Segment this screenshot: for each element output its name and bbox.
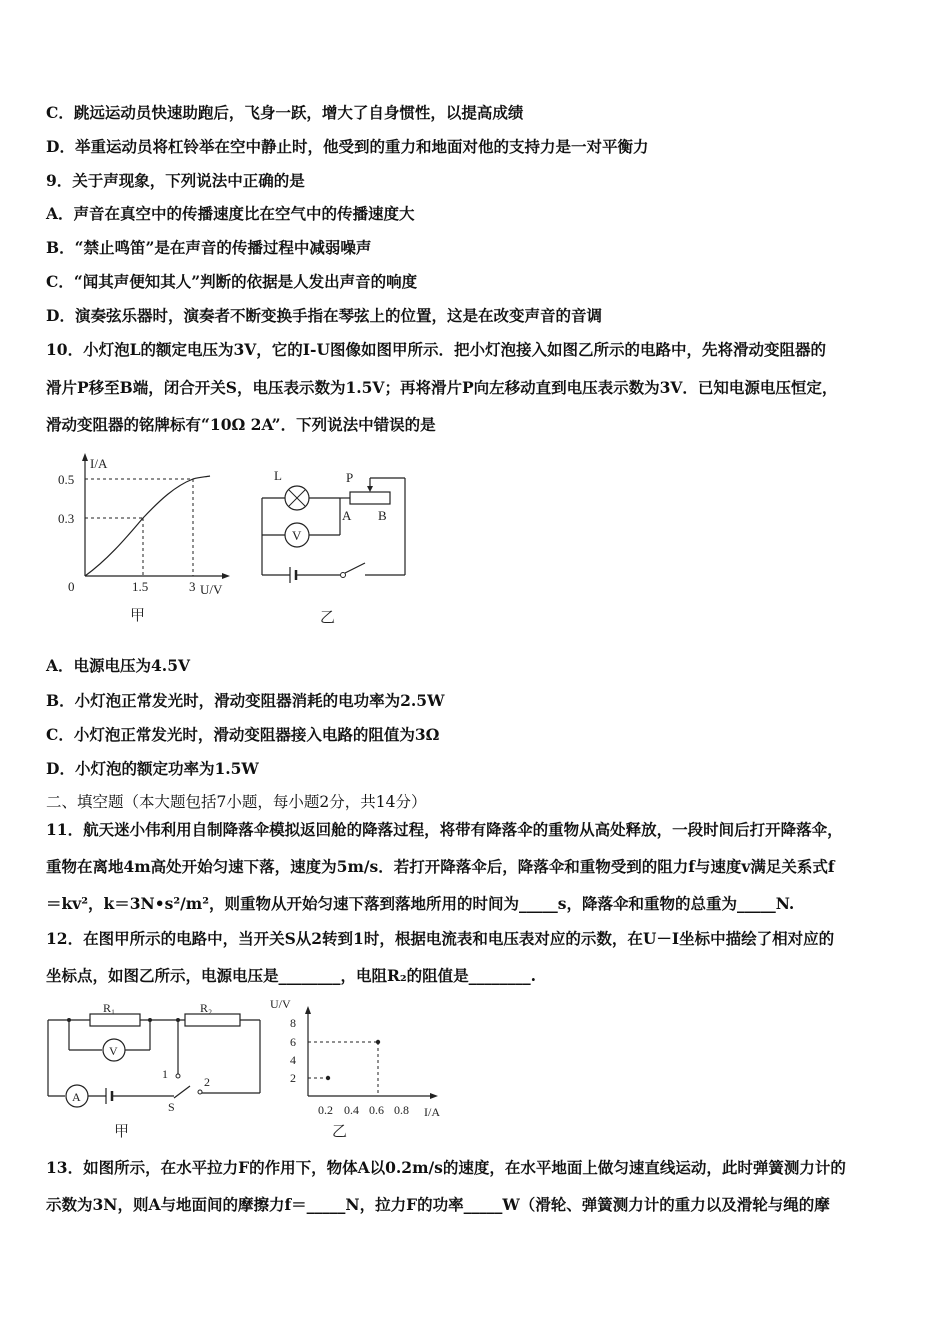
y-axis-arrow: [82, 453, 88, 461]
switch-contact: [341, 573, 346, 578]
resistor-r1: [90, 1014, 140, 1026]
q10-stem-line2: 滑片P移至B端，闭合开关S，电压表示数为1.5V；再将滑片P向左移动直到电压表示数为3V．已知电源电压恒定，: [46, 378, 838, 397]
caption-yi: 乙: [320, 610, 336, 626]
label-A: A: [342, 508, 352, 523]
caption-yi: 乙: [332, 1124, 348, 1140]
q12-circuit: [40, 998, 270, 1143]
q9-stem: 9．关于声现象，下列说法中正确的是: [46, 171, 305, 190]
label-B: B: [378, 508, 387, 523]
switch-contact-2: [198, 1090, 202, 1094]
q12-ui-graph: [268, 996, 458, 1141]
q10-stem-line3: 滑动变阻器的铭牌标有“10Ω 2A”．下列说法中错误的是: [46, 415, 436, 434]
data-point-0.2-2: [326, 1076, 330, 1080]
q10-stem-line1: 10．小灯泡L的额定电压为3V，它的I-U图像如图甲所示．把小灯泡接入如图乙所示的电路中，先将滑动变阻器的: [46, 340, 826, 359]
xtick-0.4: 0.4: [344, 1103, 359, 1117]
ylabel: U/V: [270, 997, 291, 1011]
q12-line2: 坐标点，如图乙所示，电源电压是________，电阻R₂的阻值是________.: [46, 966, 537, 985]
label-P: P: [346, 470, 354, 485]
y-axis-arrow: [305, 1006, 311, 1014]
q8-option-c: C．跳远运动员快速助跑后，飞身一跃，增大了自身惯性，以提高成绩: [46, 103, 524, 122]
xtick-0.2: 0.2: [318, 1103, 333, 1117]
q10-option-a: A．电源电压为4.5V: [46, 656, 191, 675]
q13-line2: 示数为3N，则A与地面间的摩擦力f＝_____N，拉力F的功率_____W（滑轮、弹簧测力计的重力以及滑轮与绳的摩: [46, 1195, 830, 1214]
q13-line1: 13．如图所示，在水平拉力F的作用下，物体A以0.2m/s的速度，在水平地面上做匀速直线运动，此时弹簧测力计的: [46, 1158, 846, 1177]
ytick-4: 4: [290, 1053, 296, 1067]
caption-jia: 甲: [130, 608, 146, 624]
q10-option-d: D．小灯泡的额定功率为1.5W: [46, 759, 259, 778]
label-r2: R₂: [200, 1001, 213, 1015]
label-1: 1: [162, 1067, 168, 1081]
section2-heading: 二、填空题（本大题包括7小题，每小题2分，共14分）: [46, 793, 427, 811]
ammeter-label: A: [72, 1090, 81, 1104]
xtick-1.5: 1.5: [132, 579, 149, 594]
ytick-6: 6: [290, 1035, 296, 1049]
ytick-8: 8: [290, 1016, 296, 1030]
q11-line1: 11．航天迷小伟利用自制降落伞模拟返回舱的降落过程，将带有降落伞的重物从高处释放，一段时间后打开降落伞，: [46, 820, 843, 839]
switch-contact-1: [176, 1074, 180, 1078]
label-S: S: [168, 1100, 175, 1114]
voltmeter-label: V: [109, 1044, 118, 1058]
xtick-0.8: 0.8: [394, 1103, 409, 1117]
voltmeter-label: V: [292, 528, 302, 543]
slider-arrow: [367, 486, 373, 492]
q10-option-c: C．小灯泡正常发光时，滑动变阻器接入电路的阻值为3Ω: [46, 725, 440, 744]
origin-label: 0: [68, 579, 75, 594]
xtick-3: 3: [189, 579, 196, 594]
label-2: 2: [204, 1075, 210, 1089]
switch-blade: [345, 563, 365, 573]
q11-line3: ＝kv²，k＝3N•s²/m²，则重物从开始匀速下落到落地所用的时间为_____s，降落伞和重物的总重为_____N.: [46, 894, 795, 913]
iu-curve: [85, 476, 210, 576]
data-point-0.6-6: [376, 1040, 380, 1044]
q10-circuit: [250, 460, 420, 630]
x-axis-arrow: [430, 1093, 438, 1099]
q9-option-c: C．“闻其声便知其人”判断的依据是人发出声音的响度: [46, 272, 418, 291]
ylabel: I/A: [90, 456, 108, 471]
q9-option-b: B．“禁止鸣笛”是在声音的传播过程中减弱噪声: [46, 238, 372, 257]
q11-line2: 重物在离地4m高处开始匀速下落，速度为5m/s．若打开降落伞后，降落伞和重物受到的阻力f与速度v满足关系式f: [46, 857, 835, 876]
q12-line1: 12．在图甲所示的电路中，当开关S从2转到1时，根据电流表和电压表对应的示数，在U－I坐标中描绘了相对应的: [46, 929, 835, 948]
xlabel: U/V: [200, 582, 223, 597]
rheostat: [350, 492, 390, 504]
label-L: L: [274, 468, 282, 483]
x-axis-arrow: [222, 573, 230, 579]
q9-option-a: A．声音在真空中的传播速度比在空气中的传播速度大: [46, 204, 415, 223]
ytick-0.3: 0.3: [58, 511, 75, 526]
q10-iu-graph: [50, 448, 250, 628]
xtick-0.6: 0.6: [369, 1103, 384, 1117]
xlabel: I/A: [424, 1105, 440, 1119]
switch-blade: [174, 1086, 190, 1098]
resistor-r2: [185, 1014, 240, 1026]
label-r1: R₁: [103, 1001, 116, 1015]
q8-option-d: D．举重运动员将杠铃举在空中静止时，他受到的重力和地面对他的支持力是一对平衡力: [46, 137, 649, 156]
ytick-2: 2: [290, 1071, 296, 1085]
q10-option-b: B．小灯泡正常发光时，滑动变阻器消耗的电功率为2.5W: [46, 691, 445, 710]
ytick-0.5: 0.5: [58, 472, 75, 487]
caption-jia: 甲: [114, 1124, 130, 1140]
q9-option-d: D．演奏弦乐器时，演奏者不断变换手指在琴弦上的位置，这是在改变声音的音调: [46, 306, 602, 325]
